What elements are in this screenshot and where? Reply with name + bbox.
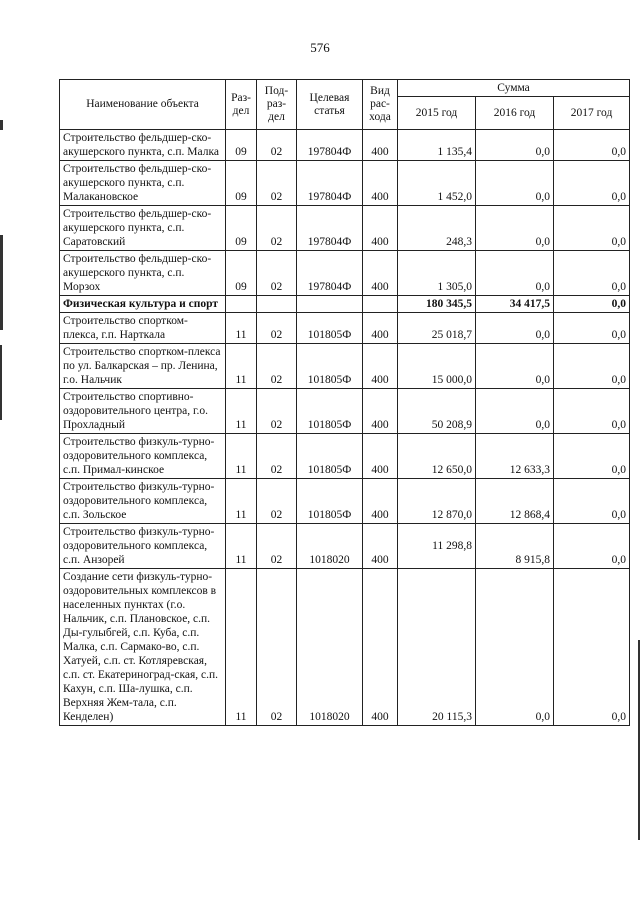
header-vid: Вид рас-хода — [363, 80, 398, 130]
cell-razdel-text: 11 — [235, 329, 247, 341]
cell-name — [60, 130, 226, 161]
cell-razdel-text: 11 — [235, 374, 247, 386]
cell-2016-text: 0,0 — [535, 711, 550, 723]
cell-2015-value: 11 298,8 — [432, 540, 472, 552]
cell-2017 — [554, 344, 630, 389]
table-row — [60, 344, 630, 389]
cell-name-text: Строительство спортивно-оздоровительного центра, г.о. Прохладный — [63, 391, 208, 431]
table-row — [60, 130, 630, 161]
cell-2015 — [398, 161, 476, 206]
cell-article-text: 101805Ф — [307, 374, 352, 386]
cell-2017 — [554, 479, 630, 524]
cell-2017-text: 0,0 — [611, 191, 627, 203]
cell-name — [60, 569, 226, 726]
cell-2017-text: 0,0 — [611, 711, 627, 723]
cell-article-text: 101805Ф — [307, 509, 352, 521]
cell-article — [297, 479, 363, 524]
cell-name-text: Строительство спортком-плекса, г.п. Нарткала — [63, 315, 188, 341]
cell-name — [60, 296, 226, 313]
cell-podrazdel — [257, 479, 297, 524]
cell-razdel — [226, 434, 257, 479]
cell-podrazdel-text: 02 — [270, 464, 283, 476]
cell-2015-text: 50 208,9 — [431, 419, 472, 431]
cell-vid — [363, 296, 398, 313]
cell-razdel — [226, 296, 257, 313]
cell-razdel-text: 09 — [235, 236, 247, 248]
cell-2016 — [476, 251, 554, 296]
cell-article — [297, 130, 363, 161]
page-number: 576 — [310, 40, 330, 55]
cell-2015 — [398, 569, 476, 726]
header-row — [60, 80, 630, 97]
cell-article — [297, 251, 363, 296]
cell-2016 — [476, 389, 554, 434]
cell-2017-text: 0,0 — [611, 554, 627, 566]
cell-2015-text: 1 305,0 — [437, 281, 472, 293]
cell-podrazdel — [257, 569, 297, 726]
cell-2015-text: 12 870,0 — [431, 509, 472, 521]
cell-2015-text: 25 018,7 — [431, 329, 472, 341]
table-body — [60, 130, 630, 726]
cell-2015-text: 1 452,0 — [437, 191, 472, 203]
cell-podrazdel-text: 02 — [270, 191, 283, 203]
cell-2015-text: 12 650,0 — [431, 464, 472, 476]
cell-article — [297, 161, 363, 206]
cell-2017-text: 0,0 — [611, 281, 627, 293]
cell-vid — [363, 344, 398, 389]
cell-article — [297, 434, 363, 479]
cell-2016 — [476, 296, 554, 313]
table-row — [60, 389, 630, 434]
cell-2017 — [554, 524, 630, 569]
cell-2015 — [398, 251, 476, 296]
scan-edge-mark — [0, 120, 3, 130]
header-sum: Сумма — [398, 80, 630, 97]
cell-2015 — [398, 130, 476, 161]
cell-2016-text: 0,0 — [535, 146, 550, 158]
cell-2016-text: 34 417,5 — [509, 298, 550, 310]
cell-2015 — [398, 434, 476, 479]
cell-2016 — [476, 344, 554, 389]
cell-vid — [363, 434, 398, 479]
table-row — [60, 251, 630, 296]
scan-edge-mark — [0, 235, 3, 330]
cell-2016 — [476, 130, 554, 161]
cell-2015-text: 180 345,5 — [426, 298, 472, 310]
cell-vid — [363, 569, 398, 726]
table-row — [60, 206, 630, 251]
cell-razdel — [226, 389, 257, 434]
cell-podrazdel — [257, 161, 297, 206]
cell-vid — [363, 161, 398, 206]
cell-2016-text: 12 633,3 — [509, 464, 550, 476]
cell-razdel — [226, 524, 257, 569]
cell-razdel-text: 11 — [235, 464, 247, 476]
cell-name-text: Строительство фельдшер-ско-акушерского пункта, с.п. Саратовский — [63, 208, 212, 248]
cell-vid-text: 400 — [371, 329, 389, 341]
cell-article-text: 197804Ф — [307, 191, 352, 203]
cell-2016 — [476, 161, 554, 206]
scan-edge-mark — [0, 345, 2, 420]
cell-name-text: Создание сети физкуль-турно-оздоровительных комплексов в населенных пунктах (г.о. Нальчик, с.п. Плановское, с.п. Ды-гулыбгей, с.п. Куба, с.п. Малка, с.п. Сармако-во, с.п. Хатуей, с.п. ст. Котляревская, с.п. ст. Екатериноград-ская, с.п. Кахун, с.п. Ша-лушка, с.п. Верхняя Жем-тала, с.п. Кенделен) — [63, 571, 219, 723]
cell-2017-text: 0,0 — [611, 298, 627, 310]
cell-name — [60, 389, 226, 434]
cell-name — [60, 161, 226, 206]
cell-2017-text: 0,0 — [611, 464, 627, 476]
cell-2017-text: 0,0 — [611, 146, 627, 158]
cell-article-text: 197804Ф — [307, 281, 352, 293]
cell-name — [60, 206, 226, 251]
cell-razdel-text: 11 — [235, 509, 247, 521]
cell-article-text: 1018020 — [309, 554, 350, 566]
cell-2017-text: 0,0 — [611, 509, 627, 521]
cell-vid — [363, 479, 398, 524]
cell-name — [60, 344, 226, 389]
cell-name-text: Строительство физкуль-турно-оздоровительного комплекса, с.п. Примал-кинское — [63, 436, 215, 476]
cell-2017 — [554, 206, 630, 251]
table-row — [60, 313, 630, 344]
cell-vid-text: 400 — [371, 374, 389, 386]
cell-article — [297, 524, 363, 569]
cell-2017 — [554, 434, 630, 479]
cell-razdel-text: 09 — [235, 281, 247, 293]
cell-2016-text: 0,0 — [535, 374, 550, 386]
cell-name-text: Строительство фельдшер-ско-акушерского пункта, с.п. Малка — [63, 132, 219, 158]
cell-name — [60, 313, 226, 344]
table-row — [60, 569, 630, 726]
cell-2015 — [398, 313, 476, 344]
cell-2015 — [398, 389, 476, 434]
cell-2017-text: 0,0 — [611, 236, 627, 248]
cell-article-text: 101805Ф — [307, 419, 352, 431]
cell-podrazdel — [257, 524, 297, 569]
cell-podrazdel — [257, 389, 297, 434]
cell-2016-text: 0,0 — [535, 191, 550, 203]
cell-podrazdel-text: 02 — [270, 329, 283, 341]
table-row — [60, 479, 630, 524]
cell-razdel — [226, 130, 257, 161]
cell-2017 — [554, 389, 630, 434]
cell-2015 — [398, 296, 476, 313]
cell-2016-text: 12 868,4 — [509, 509, 550, 521]
cell-podrazdel-text: 02 — [270, 509, 283, 521]
budget-table — [59, 79, 630, 726]
cell-vid-text: 400 — [371, 236, 389, 248]
table-row — [60, 296, 630, 313]
cell-article — [297, 296, 363, 313]
cell-2015 — [398, 206, 476, 251]
cell-podrazdel — [257, 296, 297, 313]
cell-2017 — [554, 313, 630, 344]
cell-name-text: Строительство фельдшер-ско-акушерского пункта, с.п. Морзох — [63, 253, 212, 293]
cell-razdel-text: 11 — [235, 711, 247, 723]
cell-razdel — [226, 569, 257, 726]
cell-2015 — [398, 479, 476, 524]
header-article: Целевая статья — [297, 80, 363, 130]
cell-podrazdel — [257, 344, 297, 389]
cell-2017-text: 0,0 — [611, 329, 627, 341]
cell-article — [297, 313, 363, 344]
cell-name — [60, 479, 226, 524]
cell-razdel-text: 11 — [235, 419, 247, 431]
cell-2017 — [554, 569, 630, 726]
cell-name-text: Физическая культура и спорт — [63, 298, 219, 310]
cell-razdel — [226, 206, 257, 251]
cell-name-text: Строительство физкуль-турно-оздоровительного комплекса, с.п. Зольское — [63, 481, 215, 521]
cell-2017 — [554, 161, 630, 206]
cell-2016-text: 8 915,8 — [515, 554, 550, 566]
cell-2015 — [398, 524, 476, 569]
cell-2016-text: 0,0 — [535, 236, 550, 248]
cell-name — [60, 434, 226, 479]
cell-2015-text: 248,3 — [446, 236, 472, 248]
cell-podrazdel-text: 02 — [270, 146, 283, 158]
cell-2016 — [476, 524, 554, 569]
cell-2015-text: 1 135,4 — [437, 146, 472, 158]
cell-vid — [363, 313, 398, 344]
cell-2015-text: 15 000,0 — [431, 374, 472, 386]
table-row — [60, 161, 630, 206]
cell-podrazdel-text: 02 — [270, 554, 283, 566]
cell-vid-text: 400 — [371, 509, 389, 521]
cell-podrazdel-text: 02 — [270, 374, 283, 386]
cell-podrazdel-text: 02 — [270, 281, 283, 293]
cell-podrazdel-text: 02 — [270, 419, 283, 431]
cell-article-text: 197804Ф — [307, 146, 352, 158]
table-row — [60, 524, 630, 569]
cell-article — [297, 206, 363, 251]
cell-vid — [363, 389, 398, 434]
cell-vid — [363, 524, 398, 569]
cell-vid-text: 400 — [371, 191, 389, 203]
cell-article-text: 197804Ф — [307, 236, 352, 248]
cell-razdel — [226, 479, 257, 524]
cell-name — [60, 524, 226, 569]
cell-razdel-text: 11 — [235, 554, 247, 566]
cell-podrazdel — [257, 251, 297, 296]
cell-2015-text: 20 115,3 — [432, 711, 472, 723]
header-2016: 2016 год — [476, 97, 554, 130]
header-name: Наименование объекта — [60, 80, 226, 130]
cell-name-text: Строительство фельдшер-ско-акушерского пункта, с.п. Малакановское — [63, 163, 212, 203]
header-2017: 2017 год — [554, 97, 630, 130]
cell-razdel-text: 09 — [235, 191, 247, 203]
cell-2017 — [554, 251, 630, 296]
cell-article-text: 1018020 — [309, 711, 350, 723]
cell-2017 — [554, 296, 630, 313]
cell-razdel — [226, 344, 257, 389]
cell-razdel — [226, 251, 257, 296]
header-2015: 2015 год — [398, 97, 476, 130]
cell-2015 — [398, 344, 476, 389]
cell-podrazdel — [257, 434, 297, 479]
cell-article — [297, 569, 363, 726]
cell-2016 — [476, 206, 554, 251]
table-row — [60, 434, 630, 479]
cell-podrazdel-text: 02 — [270, 711, 283, 723]
header-podrazdel: Под-раз-дел — [257, 80, 297, 130]
cell-name — [60, 251, 226, 296]
cell-2017-text: 0,0 — [611, 374, 627, 386]
cell-vid-text: 400 — [371, 554, 389, 566]
cell-vid — [363, 206, 398, 251]
cell-podrazdel-text: 02 — [270, 236, 283, 248]
cell-2017-text: 0,0 — [611, 419, 627, 431]
cell-podrazdel — [257, 313, 297, 344]
cell-vid-text: 400 — [371, 419, 389, 431]
cell-vid-text: 400 — [371, 281, 389, 293]
cell-vid — [363, 251, 398, 296]
cell-podrazdel — [257, 130, 297, 161]
cell-2016-text: 0,0 — [535, 329, 550, 341]
cell-2016-text: 0,0 — [535, 419, 550, 431]
cell-2016 — [476, 479, 554, 524]
cell-name-text: Строительство спортком-плекса по ул. Балкарская – пр. Ленина, г.о. Нальчик — [63, 346, 221, 386]
cell-vid-text: 400 — [371, 464, 389, 476]
cell-article-text: 101805Ф — [307, 329, 352, 341]
cell-razdel-text: 09 — [235, 146, 247, 158]
cell-vid-text: 400 — [371, 711, 389, 723]
cell-article — [297, 389, 363, 434]
cell-2017 — [554, 130, 630, 161]
cell-article — [297, 344, 363, 389]
cell-2016 — [476, 434, 554, 479]
cell-razdel — [226, 313, 257, 344]
cell-article-text: 101805Ф — [307, 464, 352, 476]
header-razdel: Раз-дел — [226, 80, 257, 130]
cell-podrazdel — [257, 206, 297, 251]
cell-2016-text: 0,0 — [535, 281, 550, 293]
cell-vid-text: 400 — [371, 146, 389, 158]
cell-vid — [363, 130, 398, 161]
cell-2016 — [476, 569, 554, 726]
cell-name-text: Строительство физкуль-турно-оздоровительного комплекса, с.п. Анзорей — [63, 526, 215, 566]
cell-razdel — [226, 161, 257, 206]
cell-2016 — [476, 313, 554, 344]
